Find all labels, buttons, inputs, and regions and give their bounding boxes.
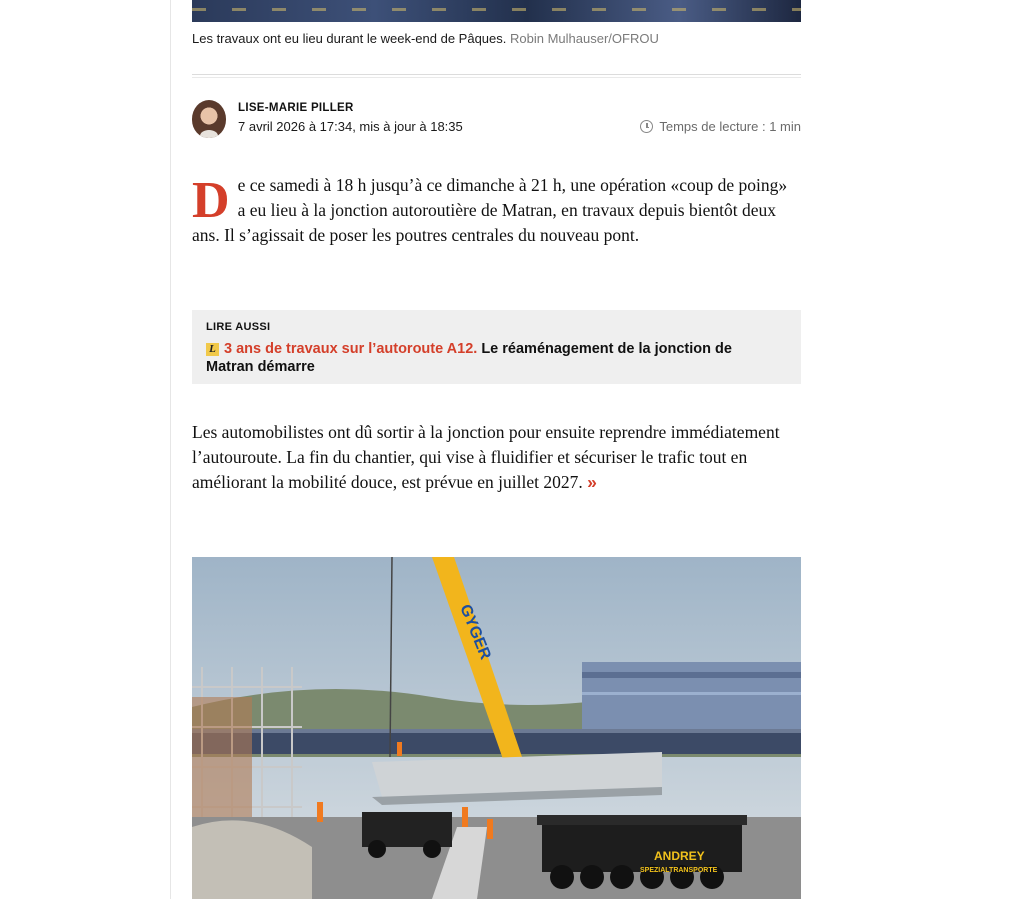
- reading-time: [640, 119, 801, 134]
- construction-scene-image: [192, 557, 801, 899]
- publish-date: 7 avril 2026 à 17:34, mis à jour à 18:35: [238, 119, 463, 134]
- reading-time-text: Temps de lecture : 1 min: [659, 119, 801, 134]
- related-label: LIRE AUSSI: [206, 321, 271, 333]
- truck-sublabel: SPEZIALTRANSPORTE: [640, 867, 718, 874]
- author-avatar[interactable]: [192, 100, 226, 138]
- related-article-box[interactable]: [192, 310, 801, 384]
- drop-cap: D: [192, 172, 230, 229]
- divider: [192, 74, 801, 80]
- clock-icon: [640, 120, 653, 133]
- read-more-chevron-icon: »: [587, 472, 597, 492]
- article-paragraph-2: [192, 420, 797, 495]
- article-paragraph-1: [192, 173, 792, 248]
- author-byline: [192, 99, 801, 141]
- paragraph-2-text: Les automobilistes ont dû sortir à la jonction pour ensuite reprendre immédiatement l’autouroute. La fin du chantier, qui vise à fluidifier et sécuriser le trafic tout en améliorant la mobilité douce, est prévue en juillet 2027.: [192, 422, 780, 492]
- photo-caption: [192, 31, 659, 46]
- left-column-rule: [170, 0, 171, 899]
- top-photo[interactable]: [192, 0, 801, 22]
- author-name[interactable]: LISE-MARIE PILLER: [238, 102, 354, 114]
- related-article-link[interactable]: [206, 340, 776, 376]
- related-link-kicker[interactable]: 3 ans de travaux sur l’autoroute A12.: [224, 341, 478, 357]
- caption-text: Les travaux ont eu lieu durant le week-end de Pâques.: [192, 31, 507, 46]
- photo-credit: Robin Mulhauser/OFROU: [510, 31, 659, 46]
- truck-label: ANDREY: [654, 849, 705, 863]
- subscriber-badge-icon: L: [206, 343, 219, 356]
- crane-label: GYGER: [456, 602, 494, 663]
- main-article-photo[interactable]: [192, 557, 801, 899]
- paragraph-1-text: e ce samedi à 18 h jusqu’à ce dimanche à 21 h, une opération «coup de poing» a eu lieu à la jonction autoroutière de Matran, en travaux depuis bientôt deux ans. Il s’agissait de poser les poutres centrales du nouveau pont.: [192, 175, 788, 245]
- related-link-title[interactable]: Le réaménagement de la jonction de Matran démarre: [206, 341, 732, 375]
